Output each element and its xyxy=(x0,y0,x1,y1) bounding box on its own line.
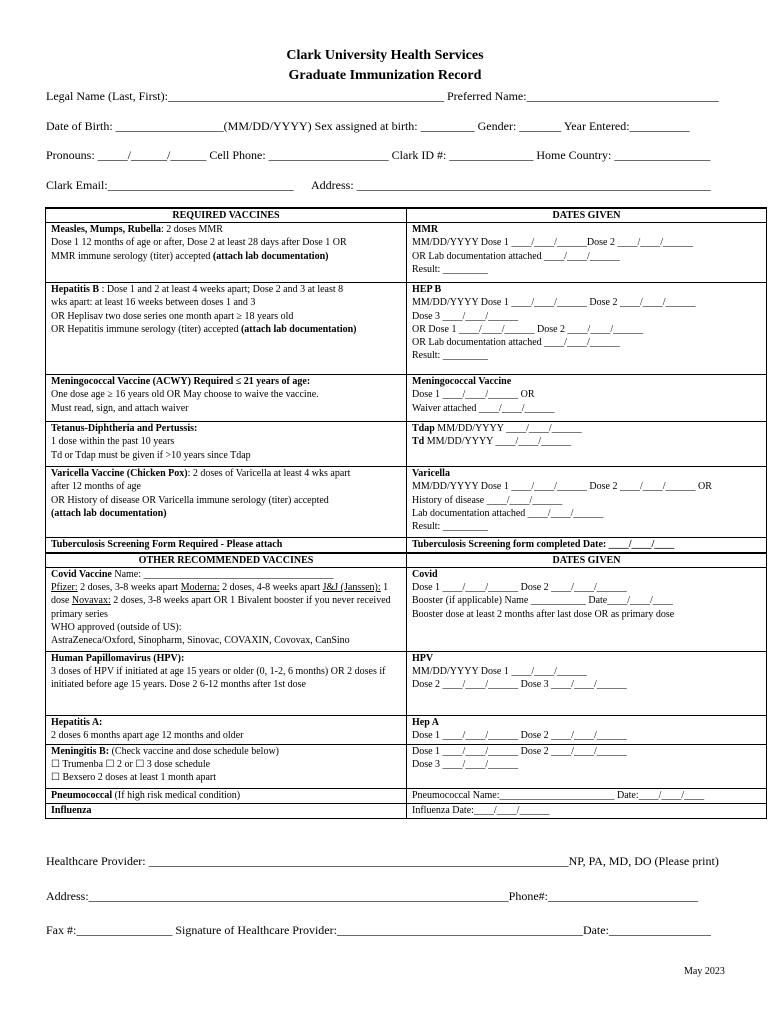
hepb-alt-dose-field[interactable]: OR Dose 1 ____/____/______ Dose 2 ____/____/______ xyxy=(412,323,644,335)
tdap-line2: 1 dose within the past 10 years xyxy=(51,436,175,448)
covid-dates-title: Covid xyxy=(412,568,438,580)
other-header-row xyxy=(46,553,767,568)
meningococcal-requirement xyxy=(46,375,407,422)
mmr-line2: Dose 1 12 months of age or after, Dose 2 at least 28 days after Dose 1 OR xyxy=(51,237,347,249)
varicella-dates-title: Varicella xyxy=(412,468,450,480)
dob-line[interactable]: Date of Birth: __________________(MM/DD/YYYY) Sex assigned at birth: _________ Gender: _______ Year Entered:__________ xyxy=(46,119,690,133)
pfizer-label: Pfizer: xyxy=(51,582,78,594)
tdap-requirement xyxy=(46,422,407,467)
who-label: WHO approved (outside of US): xyxy=(51,621,182,633)
covid-dates[interactable] xyxy=(407,567,767,651)
tdap-label: Tdap xyxy=(412,423,435,435)
td-date-field[interactable]: MM/DD/YYYY ____/____/______ xyxy=(424,436,572,448)
moderna-text: 2 doses, 4-8 weeks apart xyxy=(219,582,323,594)
meningococcal-waiver-field[interactable]: Waiver attached ____/____/______ xyxy=(412,402,555,414)
hepb-dose-field[interactable]: MM/DD/YYYY Dose 1 ____/____/______ Dose 2 ____/____/______ xyxy=(412,297,696,309)
tb-dates[interactable] xyxy=(407,538,767,553)
hepa-requirement xyxy=(46,715,407,744)
hepb-line3: OR Heplisav two dose series one month apart ≥ 18 years old xyxy=(51,310,294,322)
meningb-row xyxy=(46,744,767,788)
form-subtitle: Graduate Immunization Record xyxy=(288,68,482,83)
tb-requirement xyxy=(46,538,407,553)
hepa-row xyxy=(46,715,767,744)
dates-given-header: DATES GIVEN xyxy=(407,208,767,223)
varicella-line3: OR History of disease OR Varicella immune serology (titer) accepted xyxy=(51,494,329,506)
tdap-title: Tetanus-Diphtheria and Pertussis: xyxy=(51,423,198,435)
pneumococcal-note: (If high risk medical condition) xyxy=(112,789,241,801)
other-dates-given-header: DATES GIVEN xyxy=(407,553,767,568)
meningb-instruction: (Check vaccine and dose schedule below) xyxy=(109,745,279,757)
meningococcal-line3: Must read, sign, and attach waiver xyxy=(51,402,189,414)
influenza-title: Influenza xyxy=(51,804,92,816)
mmr-title: Measles, Mumps, Rubella xyxy=(51,224,161,236)
varicella-dose-field[interactable]: MM/DD/YYYY Dose 1 ____/____/______ Dose 2 ____/____/______ OR xyxy=(412,481,712,493)
influenza-dates[interactable] xyxy=(407,803,767,818)
tb-title: Tuberculosis Screening Form Required - Please attach xyxy=(51,539,283,551)
influenza-date-field[interactable]: Influenza Date:____/____/______ xyxy=(412,804,550,816)
hpv-title: Human Papillomavirus (HPV): xyxy=(51,652,185,664)
meningococcal-line2: One dose age ≥ 16 years old OR May choose to waive the vaccine. xyxy=(51,389,319,401)
mmr-result-field[interactable]: Result: _________ xyxy=(412,263,488,275)
hepa-dates-title: Hep A xyxy=(412,716,439,728)
pneumococcal-requirement xyxy=(46,788,407,803)
varicella-attach: (attach lab documentation) xyxy=(51,507,167,519)
revision-date: May 2023 xyxy=(684,966,725,977)
tb-row xyxy=(46,538,767,553)
hepa-dose-field[interactable]: Dose 1 ____/____/______ Dose 2 ____/____/______ xyxy=(412,730,627,742)
hepb-title: Hepatitis B xyxy=(51,284,100,296)
varicella-title: Varicella Vaccine (Chicken Pox) xyxy=(51,468,188,480)
covid-brands xyxy=(51,581,401,621)
fax-signature-line[interactable]: Fax #:________________ Signature of Healthcare Provider:_________________________________________Date:_________________ xyxy=(46,923,711,937)
meningococcal-dates[interactable] xyxy=(407,375,767,422)
immunization-table xyxy=(45,207,767,819)
hepb-result-field[interactable]: Result: _________ xyxy=(412,350,488,362)
hepb-requirement xyxy=(46,283,407,375)
pronouns-line[interactable]: Pronouns: _____/______/______ Cell Phone: ____________________ Clark ID #: ______________ Home Country: ________________ xyxy=(46,148,711,162)
trumenba-checkbox[interactable]: ☐ Trumenba ☐ 2 or ☐ 3 dose schedule xyxy=(51,759,211,771)
meningococcal-dose-field[interactable]: Dose 1 ____/____/______ OR xyxy=(412,389,535,401)
tb-date-field[interactable]: Tuberculosis Screening form completed Date: ____/____/____ xyxy=(412,539,675,551)
covid-title: Covid Vaccine xyxy=(51,568,112,580)
meningb-title: Meningitis B: xyxy=(51,745,110,757)
hepa-dates[interactable] xyxy=(407,715,767,744)
mmr-attach: (attach lab documentation) xyxy=(212,250,329,262)
hepa-title: Hepatitis A: xyxy=(51,716,103,728)
covid-requirement xyxy=(46,567,407,651)
meningococcal-dates-title: Meningococcal Vaccine xyxy=(412,376,512,388)
tdap-line3: Td or Tdap must be given if >10 years since Tdap xyxy=(51,449,251,461)
covid-dose-field[interactable]: Dose 1 ____/____/______ Dose 2 ____/____/______ xyxy=(412,582,627,594)
mmr-dose-field[interactable]: MM/DD/YYYY Dose 1 ____/____/______Dose 2 ____/____/______ xyxy=(412,237,694,249)
bexsero-checkbox[interactable]: ☐ Bexsero 2 doses at least 1 month apart xyxy=(51,772,217,784)
varicella-line2: after 12 months of age xyxy=(51,481,141,493)
hepb-line2: wks apart: at least 16 weeks between doses 1 and 3 xyxy=(51,297,256,309)
meningb-requirement xyxy=(46,744,407,788)
meningb-dates[interactable] xyxy=(407,744,767,788)
email-address-line[interactable]: Clark Email:_______________________________ Address: ___________________________________________________________ xyxy=(46,178,711,192)
jj-text: 1 dose xyxy=(51,582,389,607)
influenza-requirement xyxy=(46,803,407,818)
hepb-lab-field[interactable]: OR Lab documentation attached ____/____/______ xyxy=(412,337,620,349)
pneumococcal-row xyxy=(46,788,767,803)
pfizer-text: 2 doses, 3-8 weeks apart xyxy=(77,582,181,594)
meningococcal-title: Meningococcal Vaccine (ACWY) Required ≤ 21 years of age: xyxy=(51,376,311,388)
name-line[interactable]: Legal Name (Last, First):______________________________________________ Preferred Name:________________________________ xyxy=(46,89,719,103)
mmr-lab-field[interactable]: OR Lab documentation attached ____/____/______ xyxy=(412,250,620,262)
hpv-text: 3 doses of HPV if initiated at age 15 years or older (0, 1-2, 6 months) OR 2 doses if initiated before age 15 years. Dose 2 6-12 months after 1st dose xyxy=(51,666,386,691)
mmr-dates[interactable] xyxy=(407,223,767,283)
influenza-row xyxy=(46,803,767,818)
tdap-date-field[interactable]: MM/DD/YYYY ____/____/______ xyxy=(434,423,582,435)
pneumococcal-dates[interactable] xyxy=(407,788,767,803)
hepb-doses: : Dose 1 and 2 at least 4 weeks apart; Dose 2 and 3 at least 8 xyxy=(99,284,344,296)
covid-booster-field[interactable]: Booster (if applicable) Name ___________ Date____/____/____ xyxy=(412,595,673,607)
varicella-row xyxy=(46,467,767,538)
meningococcal-row xyxy=(46,375,767,422)
hpv-dose1-field[interactable]: MM/DD/YYYY Dose 1 ____/____/______ xyxy=(412,666,587,678)
novavax-text: 2 doses, 3-8 weeks apart OR 1 Bivalent booster if you never received primary series xyxy=(51,595,391,620)
varicella-doses: : 2 doses of Varicella at least 4 wks apart xyxy=(187,468,351,480)
required-vaccines-header: REQUIRED VACCINES xyxy=(46,208,407,223)
varicella-history-field[interactable]: History of disease ____/____/______ xyxy=(412,494,563,506)
hpv-requirement xyxy=(46,651,407,715)
moderna-label: Moderna: xyxy=(180,582,220,594)
required-header-row xyxy=(46,208,767,223)
novavax-label: Novavax: xyxy=(71,595,111,607)
hepb-attach: (attach lab documentation) xyxy=(240,323,357,335)
varicella-lab-field[interactable]: Lab documentation attached ____/____/______ xyxy=(412,507,604,519)
mmr-row xyxy=(46,223,767,283)
mmr-doses: : 2 doses MMR xyxy=(161,224,223,236)
hepb-row xyxy=(46,283,767,375)
covid-row xyxy=(46,567,767,651)
td-label: Td xyxy=(412,436,425,448)
hepb-dates-title: HEP B xyxy=(412,284,442,296)
hepb-line4: OR Hepatitis immune serology (titer) accepted xyxy=(51,323,241,335)
other-vaccines-header: OTHER RECOMMENDED VACCINES xyxy=(46,553,407,568)
hpv-dates-title: HPV xyxy=(412,652,434,664)
pneumococcal-title: Pneumococcal xyxy=(51,789,113,801)
hpv-row xyxy=(46,651,767,715)
hepb-dose3-field[interactable]: Dose 3 ____/____/______ xyxy=(412,310,519,322)
varicella-dates[interactable] xyxy=(407,467,767,538)
who-list: AstraZeneca/Oxford, Sinopharm, Sinovac, COVAXIN, Covovax, CanSino xyxy=(51,634,350,646)
covid-name-field[interactable]: Name: ______________________________________ xyxy=(111,568,334,580)
varicella-result-field[interactable]: Result: _________ xyxy=(412,521,488,533)
mmr-requirement xyxy=(46,223,407,283)
form-title: Clark University Health Services xyxy=(286,48,484,63)
hpv-dose23-field[interactable]: Dose 2 ____/____/______ Dose 3 ____/____/______ xyxy=(412,679,627,691)
meningb-dose3-field[interactable]: Dose 3 ____/____/______ xyxy=(412,759,519,771)
hpv-dates[interactable] xyxy=(407,651,767,715)
varicella-requirement xyxy=(46,467,407,538)
covid-booster-note: Booster dose at least 2 months after last dose OR as primary dose xyxy=(412,608,675,620)
provider-line[interactable]: Healthcare Provider: ______________________________________________________________________NP, PA, MD, DO (Please print) xyxy=(46,854,719,868)
tdap-row xyxy=(46,422,767,467)
hepa-line2: 2 doses 6 months apart age 12 months and older xyxy=(51,730,244,742)
pneumococcal-date-field[interactable]: Pneumococcal Name:_______________________ Date:____/____/____ xyxy=(412,789,705,801)
tdap-dates[interactable] xyxy=(407,422,767,467)
provider-address-line[interactable]: Address:______________________________________________________________________Phone#:_________________________ xyxy=(46,889,698,903)
jj-label: J&J (Janssen): xyxy=(322,582,381,594)
meningb-dose-field[interactable]: Dose 1 ____/____/______ Dose 2 ____/____/______ xyxy=(412,745,627,757)
hepb-dates[interactable] xyxy=(407,283,767,375)
mmr-dates-title: MMR xyxy=(412,224,439,236)
mmr-line3: MMR immune serology (titer) accepted xyxy=(51,250,213,262)
